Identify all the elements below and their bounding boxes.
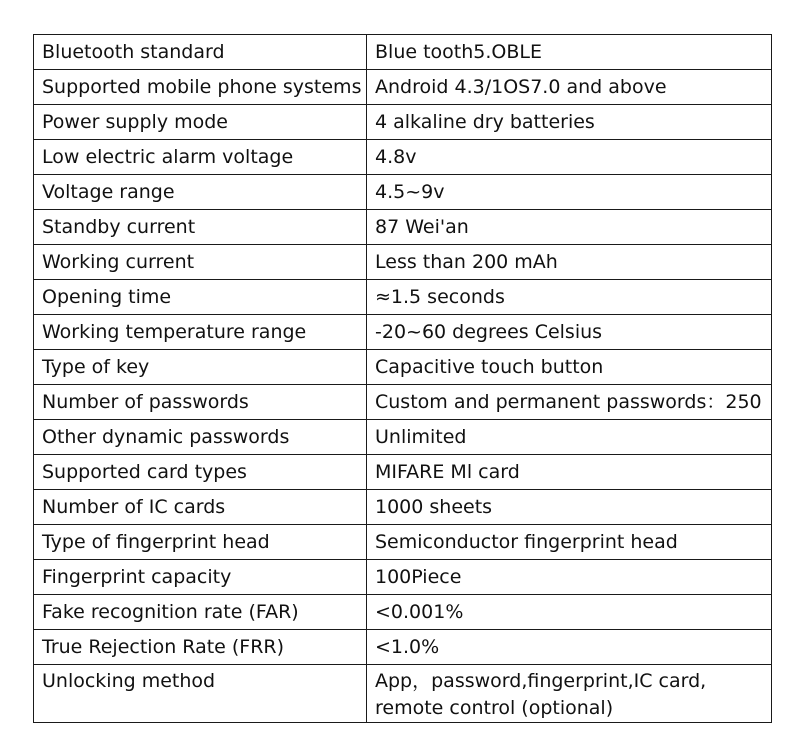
- row-value: 1000 sheets: [367, 490, 772, 525]
- table-row: [34, 525, 772, 560]
- table-row: [34, 35, 772, 70]
- row-value: ≈1.5 seconds: [367, 280, 772, 315]
- row-value: Custom and permanent passwords：250: [367, 385, 772, 420]
- table-row: [34, 210, 772, 245]
- row-label: Type of fingerprint head: [34, 525, 367, 560]
- spec-table: [33, 34, 772, 723]
- row-label: Unlocking method: [34, 665, 367, 723]
- row-label: Working temperature range: [34, 315, 367, 350]
- row-label: Number of IC cards: [34, 490, 367, 525]
- row-value: 100Piece: [367, 560, 772, 595]
- table-row: [34, 560, 772, 595]
- row-value: 4.8v: [367, 140, 772, 175]
- row-value: 4 alkaline dry batteries: [367, 105, 772, 140]
- table-row: [34, 105, 772, 140]
- row-label: Opening time: [34, 280, 367, 315]
- row-value: Blue tooth5.OBLE: [367, 35, 772, 70]
- table-row-unlocking-method: [34, 665, 772, 723]
- row-label: Low electric alarm voltage: [34, 140, 367, 175]
- row-value: Semiconductor fingerprint head: [367, 525, 772, 560]
- row-value: Android 4.3/1OS7.0 and above: [367, 70, 772, 105]
- table-row: [34, 385, 772, 420]
- row-label: Supported mobile phone systems: [34, 70, 367, 105]
- row-value: Unlimited: [367, 420, 772, 455]
- row-label: Type of key: [34, 350, 367, 385]
- row-value: Less than 200 mAh: [367, 245, 772, 280]
- table-row: [34, 350, 772, 385]
- row-label: Fingerprint capacity: [34, 560, 367, 595]
- row-value: <1.0%: [367, 630, 772, 665]
- row-label: Fake recognition rate (FAR): [34, 595, 367, 630]
- row-value: [367, 665, 772, 723]
- row-label: Number of passwords: [34, 385, 367, 420]
- row-label: True Rejection Rate (FRR): [34, 630, 367, 665]
- row-label: Standby current: [34, 210, 367, 245]
- row-label: Supported card types: [34, 455, 367, 490]
- table-row: [34, 280, 772, 315]
- table-row: [34, 315, 772, 350]
- table-row: [34, 420, 772, 455]
- row-value: MIFARE Ml card: [367, 455, 772, 490]
- row-value: 4.5~9v: [367, 175, 772, 210]
- table-row: [34, 140, 772, 175]
- row-value-line-1: App，password,fingerprint,IC card,: [375, 670, 707, 692]
- row-value-line-2: remote control (optional): [375, 697, 614, 719]
- row-value: <0.001%: [367, 595, 772, 630]
- table-row: [34, 70, 772, 105]
- table-row: [34, 245, 772, 280]
- table-row: [34, 490, 772, 525]
- row-label: Other dynamic passwords: [34, 420, 367, 455]
- row-label: Power supply mode: [34, 105, 367, 140]
- row-label: Bluetooth standard: [34, 35, 367, 70]
- table-row: [34, 175, 772, 210]
- row-value: 87 Wei'an: [367, 210, 772, 245]
- row-label: Working current: [34, 245, 367, 280]
- row-label: Voltage range: [34, 175, 367, 210]
- row-value: Capacitive touch button: [367, 350, 772, 385]
- table-row: [34, 595, 772, 630]
- table-row: [34, 455, 772, 490]
- row-value: -20~60 degrees Celsius: [367, 315, 772, 350]
- spec-table-body: [34, 35, 772, 723]
- table-row: [34, 630, 772, 665]
